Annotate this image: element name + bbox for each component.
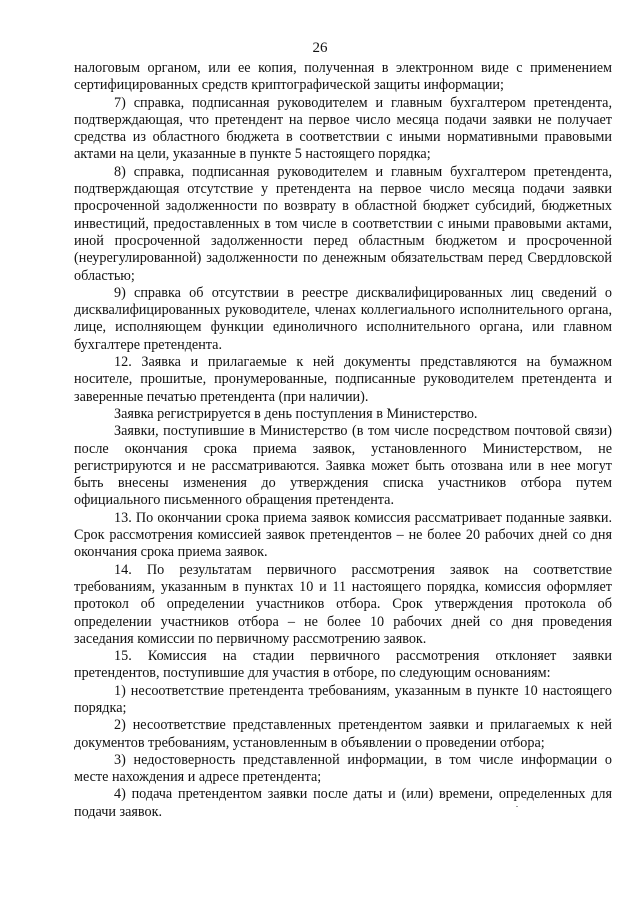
scan-speck <box>516 806 518 807</box>
paragraph-late-applications: Заявки, поступившие в Министерство (в том числе посредством почтовой связи) после окончания срока приема заявок, установленного Министерством, не регистрируются и не рассматриваются. Заявка может быть отозвана или в нее могут быть внесены изменения до утверждения списка участников отбора путем официального письменного обращения претендента. <box>74 423 612 509</box>
paragraph-ground-4: 4) подача претендентом заявки после даты и (или) времени, определенных для подачи заявок. <box>74 786 612 820</box>
paragraph-clause-15: 15. Комиссия на стадии первичного рассмотрения отклоняет заявки претендентов, поступившие для участия в отборе, по следующим основаниям: <box>74 648 612 682</box>
document-body <box>74 60 612 821</box>
paragraph-continuation: налоговым органом, или ее копия, полученная в электронном виде с применением сертифицированных средств криптографической защиты информации; <box>74 60 612 94</box>
paragraph-item-9: 9) справка об отсутствии в реестре дисквалифицированных лиц сведений о дисквалифицированных руководителе, членах коллегиального исполнительного органа, лице, исполняющем функции единоличного исполнительного органа, или главном бухгалтере претендента. <box>74 284 612 353</box>
paragraph-item-8: 8) справка, подписанная руководителем и главным бухгалтером претендента, подтверждающая отсутствие у претендента на первое число месяца подачи заявки просроченной задолженности по возврату в областной бюджет субсидий, бюджетных инвестиций, предоставленных в том числе в соответствии с иными правовыми актами, иной просроченной задолженности перед областным бюджетом и просроченной (неурегулированной) задолженности по денежным обязательствам перед Свердловской областью; <box>74 163 612 284</box>
paragraph-ground-1: 1) несоответствие претендента требованиям, указанным в пункте 10 настоящего порядка; <box>74 682 612 716</box>
paragraph-registration: Заявка регистрируется в день поступления в Министерство. <box>114 405 478 422</box>
paragraph-clause-13: 13. По окончании срока приема заявок комиссия рассматривает поданные заявки. Срок рассмотрения комиссией заявок претендентов – не более 20 рабочих дней со дня окончания срока приема заявок. <box>74 509 612 561</box>
paragraph-clause-12: 12. Заявка и прилагаемые к ней документы представляются на бумажном носителе, прошитые, пронумерованные, подписанные руководителем претендента и заверенные печатью претендента (при наличии). <box>74 354 612 405</box>
paragraph-clause-14: 14. По результатам первичного рассмотрения заявок на соответствие требованиям, указанным в пунктах 10 и 11 настоящего порядка, комиссия оформляет протокол об определении участников отбора. Срок утверждения протокола об определении участников отбора – не более 10 рабочих дней со дня проведения заседания комиссии по первичному рассмотрению заявок. <box>74 561 612 647</box>
paragraph-ground-2: 2) несоответствие представленных претендентом заявки и прилагаемых к ней документов требованиям, установленным в объявлении о проведении отбора; <box>74 717 612 751</box>
paragraph-ground-3: 3) недостоверность представленной информации, в том числе информации о месте нахождения и адресе претендента; <box>74 751 612 786</box>
page-number: 26 <box>312 40 328 56</box>
paragraph-item-7: 7) справка, подписанная руководителем и главным бухгалтером претендента, подтверждающая, что претендент на первое число месяца подачи заявки не получает средства из областного бюджета в соответствии с иными нормативными правовыми актами на цели, указанные в пункте 5 настоящего порядка; <box>74 94 612 163</box>
